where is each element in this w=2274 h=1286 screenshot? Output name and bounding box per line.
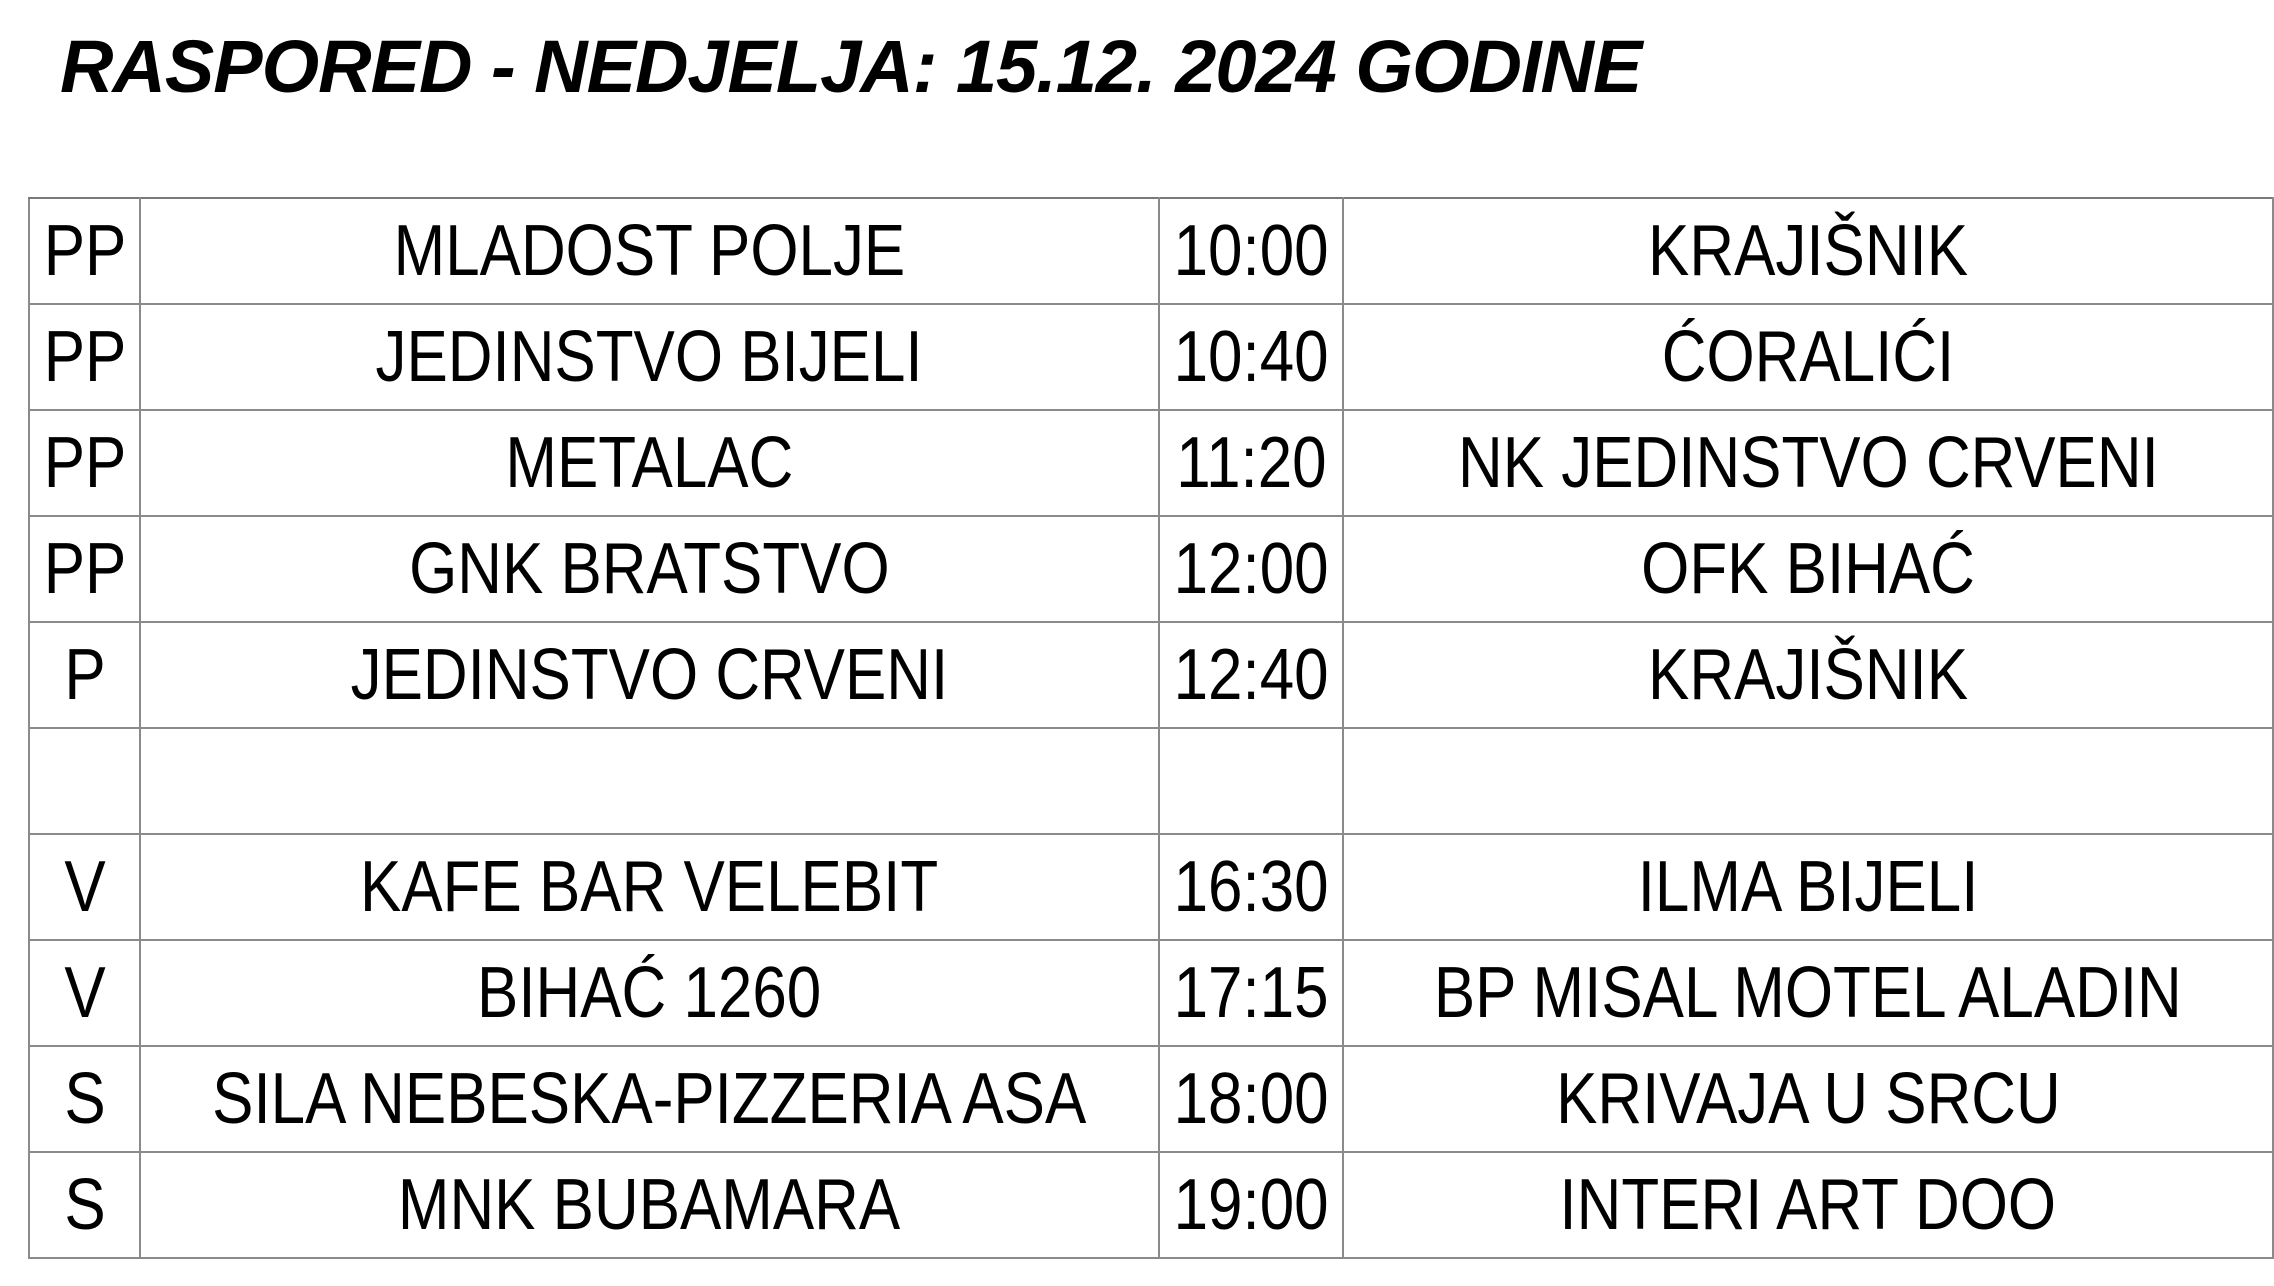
table-row <box>29 622 2273 728</box>
category-code: PP <box>43 423 126 503</box>
match-time: 10:00 <box>1173 211 1329 291</box>
category-code: V <box>63 847 106 927</box>
home-team-cell <box>140 1152 1158 1258</box>
away-team: KRAJIŠNIK <box>1648 635 1969 715</box>
table-row <box>29 410 2273 516</box>
home-team-cell <box>140 622 1158 728</box>
home-team-cell <box>140 834 1158 940</box>
time-cell <box>1159 1152 1343 1258</box>
category-code: V <box>63 953 106 1033</box>
away-team: KRAJIŠNIK <box>1648 211 1969 291</box>
home-team-cell <box>140 516 1158 622</box>
away-team: BP MISAL MOTEL ALADIN <box>1434 953 2183 1033</box>
category-code: PP <box>43 211 126 291</box>
category-cell <box>29 1152 140 1258</box>
category-code: P <box>63 635 106 715</box>
home-team-cell <box>140 728 1158 834</box>
match-time: 17:15 <box>1173 953 1329 1033</box>
away-team-cell <box>1343 304 2273 410</box>
home-team: MLADOST POLJE <box>393 211 906 291</box>
home-team-cell <box>140 198 1158 304</box>
away-team: OFK BIHAĆ <box>1641 529 1975 609</box>
away-team-cell <box>1343 834 2273 940</box>
category-cell <box>29 410 140 516</box>
home-team: METALAC <box>505 423 794 503</box>
category-code: S <box>63 1165 106 1245</box>
category-code: S <box>63 1059 106 1139</box>
home-team: MNK BUBAMARA <box>398 1165 901 1245</box>
time-cell <box>1159 410 1343 516</box>
away-team: ĆORALIĆI <box>1661 317 1955 397</box>
table-row <box>29 516 2273 622</box>
match-time: 10:40 <box>1173 317 1329 397</box>
away-team-cell <box>1343 198 2273 304</box>
time-cell <box>1159 198 1343 304</box>
home-team: JEDINSTVO BIJELI <box>375 317 924 397</box>
away-team-cell <box>1343 622 2273 728</box>
table-row <box>29 1046 2273 1152</box>
home-team-cell <box>140 410 1158 516</box>
match-time: 11:20 <box>1175 423 1327 503</box>
category-cell <box>29 622 140 728</box>
category-cell <box>29 198 140 304</box>
category-cell <box>29 304 140 410</box>
away-team: ILMA BIJELI <box>1637 847 1979 927</box>
match-time: 12:40 <box>1173 635 1329 715</box>
home-team-cell <box>140 1046 1158 1152</box>
away-team-cell <box>1343 940 2273 1046</box>
away-team-cell <box>1343 410 2273 516</box>
match-time: 18:00 <box>1173 1059 1329 1139</box>
home-team: SILA NEBESKA-PIZZERIA ASA <box>212 1059 1087 1139</box>
page-title: RASPORED - NEDJELJA: 15.12. 2024 GODINE <box>60 25 1642 108</box>
away-team-cell <box>1343 516 2273 622</box>
category-code: PP <box>43 317 126 397</box>
table-row <box>29 198 2273 304</box>
category-cell <box>29 516 140 622</box>
time-cell <box>1159 1046 1343 1152</box>
home-team-cell <box>140 304 1158 410</box>
category-cell <box>29 834 140 940</box>
match-time: 12:00 <box>1173 529 1329 609</box>
away-team-cell <box>1343 728 2273 834</box>
time-cell <box>1159 304 1343 410</box>
table-row <box>29 304 2273 410</box>
home-team: GNK BRATSTVO <box>409 529 890 609</box>
match-time: 19:00 <box>1173 1165 1329 1245</box>
away-team: INTERI ART DOO <box>1559 1165 2057 1245</box>
home-team-cell <box>140 940 1158 1046</box>
schedule-table <box>28 197 2274 1259</box>
category-cell <box>29 1046 140 1152</box>
away-team-cell <box>1343 1046 2273 1152</box>
table-row-empty <box>29 728 2273 834</box>
time-cell <box>1159 728 1343 834</box>
home-team: BIHAĆ 1260 <box>477 953 822 1033</box>
away-team: NK JEDINSTVO CRVENI <box>1457 423 2159 503</box>
time-cell <box>1159 622 1343 728</box>
time-cell <box>1159 516 1343 622</box>
match-time: 16:30 <box>1173 847 1329 927</box>
category-cell <box>29 940 140 1046</box>
time-cell <box>1159 834 1343 940</box>
time-cell <box>1159 940 1343 1046</box>
away-team: KRIVAJA U SRCU <box>1555 1059 2061 1139</box>
category-cell <box>29 728 140 834</box>
table-row <box>29 834 2273 940</box>
home-team: KAFE BAR VELEBIT <box>360 847 939 927</box>
home-team: JEDINSTVO CRVENI <box>350 635 949 715</box>
category-code: PP <box>43 529 126 609</box>
table-row <box>29 1152 2273 1258</box>
away-team-cell <box>1343 1152 2273 1258</box>
table-row <box>29 940 2273 1046</box>
